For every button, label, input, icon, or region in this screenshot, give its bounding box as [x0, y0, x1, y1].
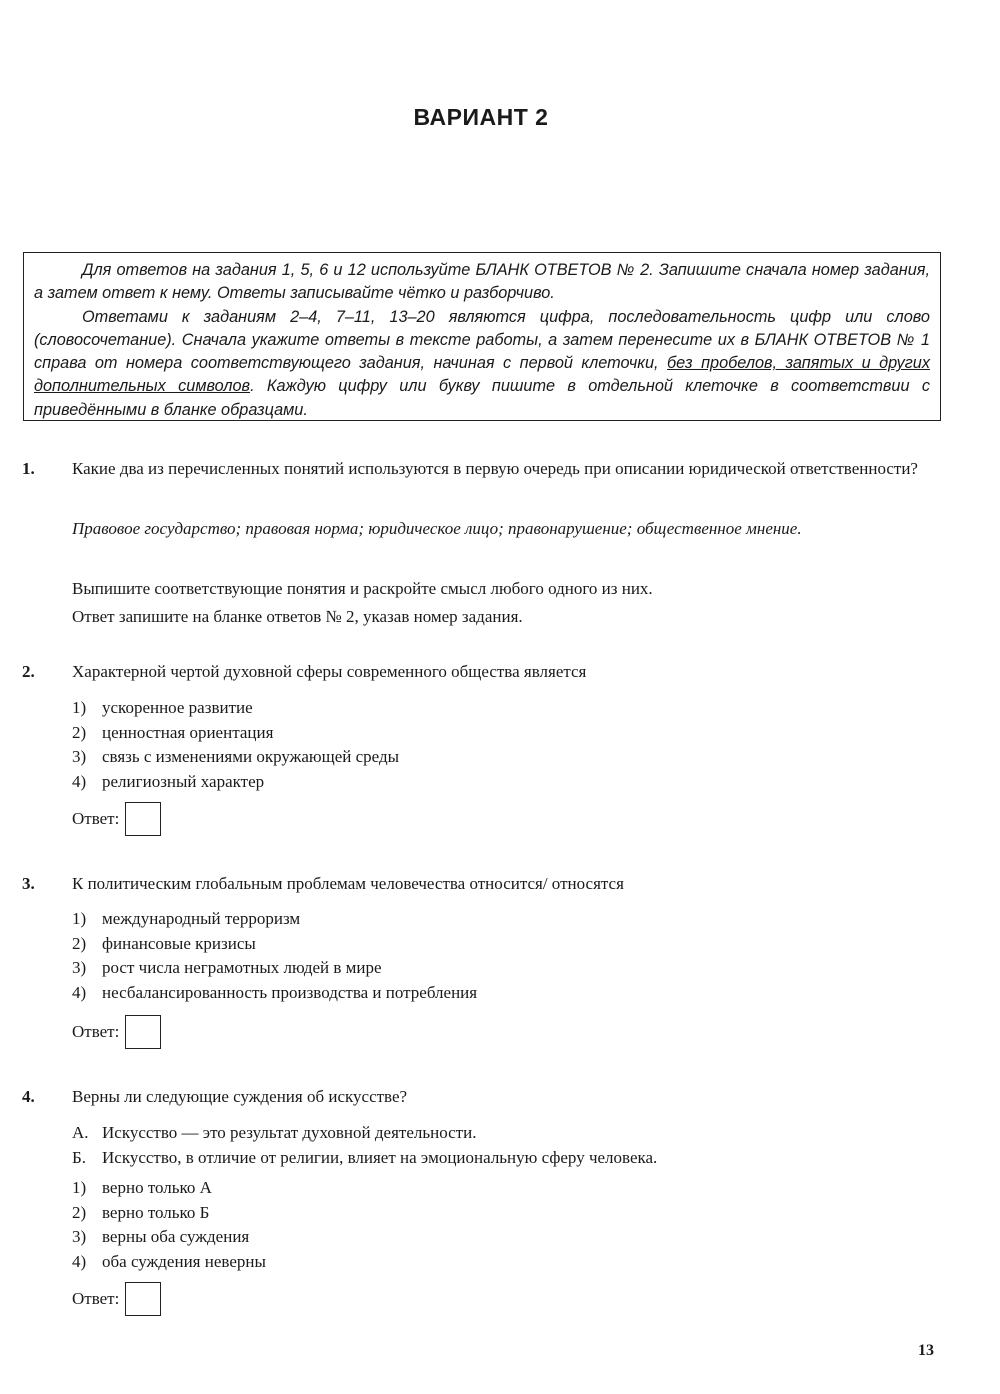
question-number: 1. — [22, 459, 35, 478]
answer-option[interactable] — [72, 934, 477, 959]
statement-text: Искусство — это результат духовной деятельности. — [102, 1123, 477, 1142]
question-task: Выпишите соответствующие понятия и раскройте смысл любого одного из них. — [72, 579, 653, 598]
answer-label: Ответ: — [72, 1289, 120, 1308]
instructions-box — [23, 252, 941, 421]
answer-option[interactable] — [72, 723, 399, 748]
question-number: 3. — [22, 874, 35, 893]
option-number: 3) — [72, 747, 87, 766]
answer-options — [72, 698, 399, 796]
instructions-paragraph-1: Для ответов на задания 1, 5, 6 и 12 используйте БЛАНК ОТВЕТОВ № 2. Запишите сначала номер задания, а затем ответ к нему. Ответы записывайте чётко и разборчиво. — [34, 261, 930, 303]
statement-label: Б. — [72, 1147, 87, 1167]
option-number: 4) — [72, 982, 87, 1002]
answer-option[interactable] — [72, 1252, 266, 1277]
option-number: 1) — [72, 1178, 87, 1197]
answer-option[interactable] — [72, 698, 399, 723]
option-number: 3) — [72, 1227, 87, 1246]
option-number: 1) — [72, 909, 87, 928]
option-text: верны оба суждения — [102, 1227, 250, 1246]
question-text: Верны ли следующие суждения об искусстве? — [72, 1087, 408, 1106]
page-title: ВАРИАНТ 2 — [413, 104, 549, 130]
statement — [72, 1148, 657, 1173]
answer-option[interactable] — [72, 958, 477, 983]
answer-box[interactable] — [125, 1015, 161, 1049]
option-text: несбалансированность производства и потребления — [102, 982, 478, 1002]
option-text: верно только Б — [102, 1202, 210, 1222]
answer-option[interactable] — [72, 1203, 266, 1228]
answer-option[interactable] — [72, 772, 399, 797]
question-number: 4. — [22, 1087, 35, 1106]
instructions-underlined-text: без пробелов, запятых и других дополнительных символов — [34, 354, 930, 396]
answer-label: Ответ: — [72, 1022, 120, 1041]
option-number: 3) — [72, 958, 87, 977]
statements-list — [72, 1123, 657, 1172]
answer-option[interactable] — [72, 1178, 266, 1203]
page-number: 13 — [918, 1342, 934, 1359]
question-text: Характерной чертой духовной сферы современного общества является — [72, 662, 587, 681]
statement-text: Искусство, в отличие от религии, влияет на эмоциональную сферу человека. — [102, 1147, 658, 1167]
answer-row — [72, 802, 161, 836]
answer-option[interactable] — [72, 747, 399, 772]
option-text: ускоренное развитие — [102, 698, 253, 717]
answer-label: Ответ: — [72, 809, 120, 828]
option-text: ценностная ориентация — [102, 722, 274, 742]
option-text: финансовые кризисы — [102, 933, 256, 953]
option-number: 2) — [72, 1202, 87, 1222]
option-number: 2) — [72, 722, 87, 742]
statement-label: А. — [72, 1123, 89, 1142]
answer-option[interactable] — [72, 1227, 266, 1252]
answer-box[interactable] — [125, 802, 161, 836]
answer-options — [72, 1178, 266, 1276]
question-text: Какие два из перечисленных понятий используются в первую очередь при описании юридической ответственности? — [72, 459, 918, 478]
option-text: рост числа неграмотных людей в мире — [102, 958, 382, 977]
option-text: религиозный характер — [102, 771, 265, 791]
instructions-text-end: . Каждую цифру или букву пишите в отдельной клеточке в соответствии с приведёнными в бланке образцами. — [34, 377, 930, 419]
question-terms: Правовое государство; правовая норма; юридическое лицо; правонарушение; общественное мнение. — [72, 519, 802, 538]
option-text: связь с изменениями окружающей среды — [102, 747, 400, 766]
option-number: 1) — [72, 698, 87, 717]
answer-options — [72, 909, 477, 1007]
question-text: К политическим глобальным проблемам человечества относится/ относятся — [72, 874, 624, 893]
option-text: международный терроризм — [102, 909, 301, 928]
question-note: Ответ запишите на бланке ответов № 2, указав номер задания. — [72, 607, 523, 626]
answer-box[interactable] — [125, 1282, 161, 1316]
option-number: 4) — [72, 771, 87, 791]
answer-row — [72, 1282, 161, 1316]
instructions-text: Ответами к заданиям 2–4, 7–11, 13–20 являются цифра, последовательность цифр или слово (словосочетание). Сначала укажите ответы в тексте работы, а затем перенесите их в БЛАНК ОТВЕТОВ № 1 справа от номера соответствующего задания, начиная с первой клеточки, — [34, 307, 930, 373]
instructions-paragraph-2 — [34, 306, 930, 422]
answer-row — [72, 1015, 161, 1049]
statement — [72, 1123, 657, 1148]
option-number: 2) — [72, 933, 87, 953]
answer-option[interactable] — [72, 909, 477, 934]
option-number: 4) — [72, 1251, 87, 1271]
option-text: оба суждения неверны — [102, 1251, 266, 1271]
option-text: верно только А — [102, 1178, 212, 1197]
answer-option[interactable] — [72, 983, 477, 1008]
question-number: 2. — [22, 662, 35, 681]
